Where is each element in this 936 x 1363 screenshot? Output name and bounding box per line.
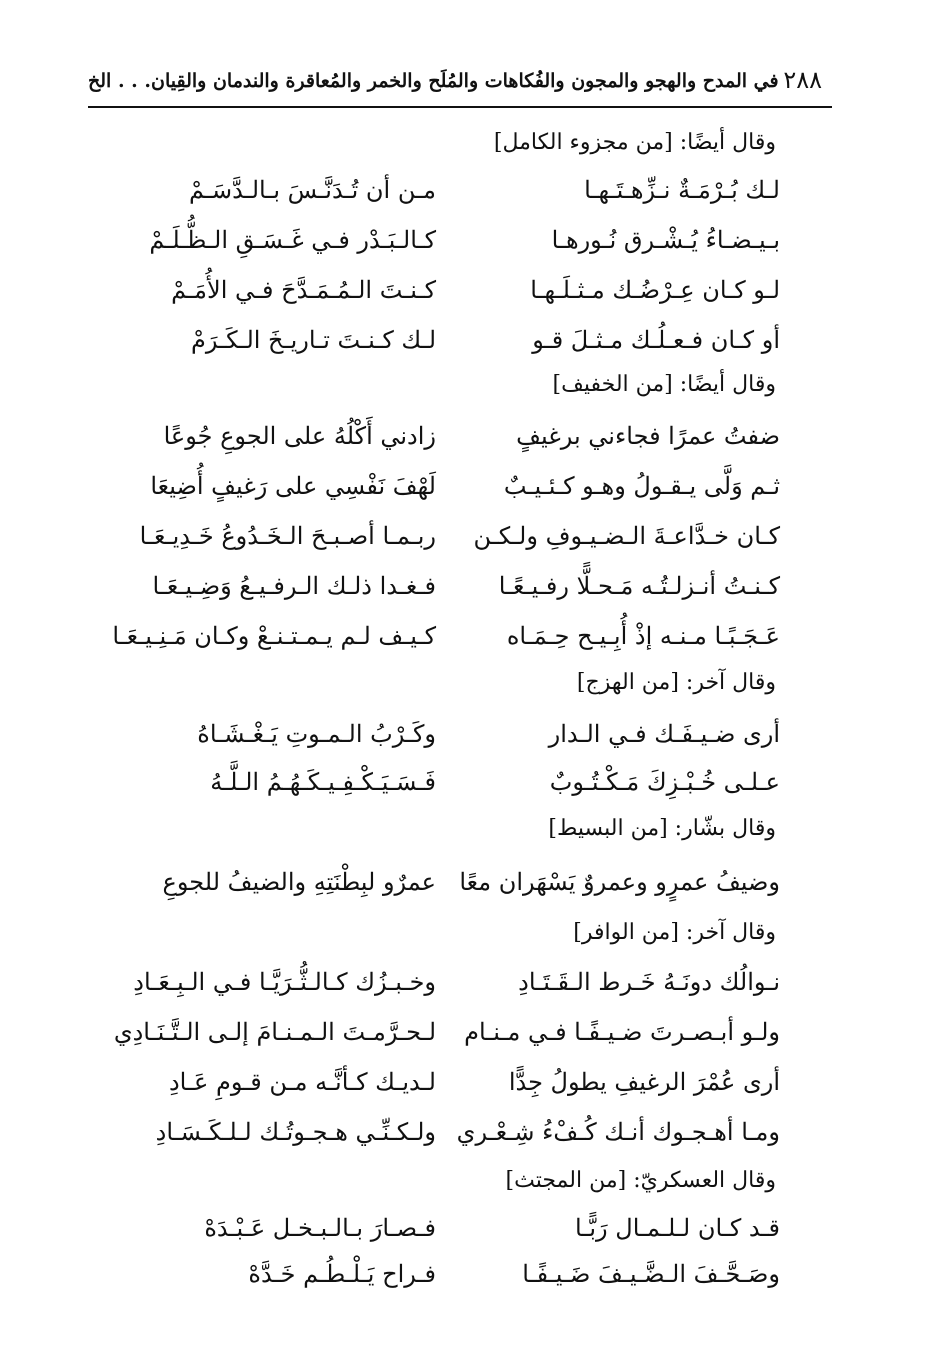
verse-second-hemistich: مـن أن تُـدَنَّـسَ بـالـدَّسَـمْ <box>188 176 436 204</box>
verse-first-hemistich: لـك بُـرْمَـةٌ نـزِّهـتَـهـا <box>584 176 780 204</box>
verse-line <box>0 522 936 562</box>
verse-second-hemistich: لـك كـنـتَ تـاريـخَ الـكَـرَمْ <box>191 326 436 354</box>
verse-first-hemistich: أرى ضـيـفَـك فـي الـدار <box>548 720 780 748</box>
page-number: ٢٨٨ <box>783 66 822 94</box>
verse-second-hemistich: وكَـرْبُ الـمـوتِ يَـغْـشَـاهُ <box>197 720 436 748</box>
verse-first-hemistich: ضفتُ عمرًا فجاءني برغيفٍ <box>516 422 780 450</box>
verse-first-hemistich: عَـجَـبًـا مـنـه إذْ أُبِـيـح حِـمَـاه <box>506 622 780 650</box>
verse-line <box>0 472 936 512</box>
verse-first-hemistich: ولـو أبـصـرتَ ضـيـفًـا فـي مـنـام <box>464 1018 780 1046</box>
section-intro: وقال بشّار: [من البسيط] <box>548 816 776 841</box>
verse-line <box>0 868 936 908</box>
verse-first-hemistich: عـلـى خُـبْـزِكَ مَـكْـتُـوبٌ <box>549 768 780 796</box>
verse-first-hemistich: كـان خـدَّاعـةَ الـضـيـوفِ ولـكـن <box>473 522 780 550</box>
verse-second-hemistich: ولـكـنِّـي هـجـوتُـك لـلـكَـسَـادِ <box>155 1118 436 1146</box>
verse-second-hemistich: لَهْفَ نَفْسِي على رَغيفٍ أُضِيعَا <box>150 472 436 500</box>
verse-line <box>0 326 936 366</box>
verse-line <box>0 968 936 1008</box>
verse-line <box>0 176 936 216</box>
verse-line <box>0 720 936 760</box>
verse-second-hemistich: فـصـارَ بـالـبـخـل عَـبْـدَهْ <box>204 1214 436 1242</box>
verse-line <box>0 422 936 462</box>
verse-first-hemistich: أرى عُمْرَ الرغيفِ يطولُ جِدًّا <box>508 1068 780 1096</box>
section-intro: وقال العسكريّ: [من المجتث] <box>505 1168 776 1193</box>
verse-line <box>0 1018 936 1058</box>
verse-line <box>0 1214 936 1254</box>
verse-first-hemistich: كـنـتُ أنـزلـتُـه مَـحـلًّا رفـيـعًـا <box>498 572 780 600</box>
verse-first-hemistich: بـيـضـاءُ يُـشْـرق نُـورهـا <box>551 226 780 254</box>
verse-second-hemistich: لـحـرَّمـتَ الـمـنـامَ إلـى الـتَّـنَـادِي <box>113 1018 436 1046</box>
verse-second-hemistich: كـيـف لـم يـمـتـنـعْ وكـان مَـنِـيـعَـا <box>112 622 436 650</box>
verse-first-hemistich: وصَـحَّـفَ الـضَّـيـفَ ضَـيـفًـا <box>522 1260 780 1288</box>
verse-line <box>0 276 936 316</box>
verse-line <box>0 1260 936 1300</box>
verse-first-hemistich: وضيفُ عمرٍو وعمروٌ يَسْهَران معًا <box>459 868 780 896</box>
verse-second-hemistich: كـنـتَ الـمُـمَـدَّحَ فـي الأُمَـمْ <box>171 276 436 304</box>
verse-line <box>0 1118 936 1158</box>
verse-second-hemistich: ربـمـا أصـبـحَ الـخَـدُوعُ خَـدِيـعَـا <box>139 522 436 550</box>
verse-line <box>0 1068 936 1108</box>
section-intro: وقال أيضًا: [من الخفيف] <box>552 372 776 397</box>
verse-first-hemistich: نـوالُك دونَـهُ خَـرط الـقَـتَـادِ <box>518 968 780 996</box>
section-intro: وقال أيضًا: [من مجزوء الكامل] <box>493 130 776 155</box>
verse-second-hemistich: فـراح يَـلْـطُـم خَـدَّهْ <box>248 1260 436 1288</box>
verse-second-hemistich: فَـسَـيَـكْـفِـيـكَـهُـمُ الـلَّـهُ <box>210 768 436 796</box>
section-intro: وقال آخر: [من الوافر] <box>573 920 776 945</box>
running-title: في المدح والهجو والمجون والفُكاهات والمُلَح والخمر والمُعاقرة والندمان والقِيان. . . الخ <box>88 70 779 92</box>
verse-second-hemistich: لـديـك كـأنَّـه مـن قـومِ عَـادِ <box>168 1068 436 1096</box>
verse-first-hemistich: أو كـان فـعـلُـك مـثـلَ قـو <box>532 326 780 354</box>
verse-second-hemistich: زادني أَكْلُهُ على الجوعِ جُوعًا <box>163 422 436 450</box>
verse-first-hemistich: لـو كـان عِـرْضُـك مـثـلَـهـا <box>530 276 780 304</box>
section-intro: وقال آخر: [من الهزج] <box>576 670 776 695</box>
verse-line <box>0 226 936 266</box>
verse-second-hemistich: وخـبـزُك كـالـثُّـرَيَّـا فـي الـبِـعَـادِ <box>133 968 436 996</box>
verse-second-hemistich: عمرٌو لبِطْنَتِهِ والضيفُ للجوعِ <box>162 868 436 896</box>
verse-first-hemistich: ثـم وَلَّى يـقـولُ وهـو كـئـيـبٌ <box>503 472 780 500</box>
verse-line <box>0 768 936 808</box>
verse-line <box>0 572 936 612</box>
verse-second-hemistich: فـغـدا ذلـك الـرفـيـعُ وَضِـيـعَـا <box>152 572 436 600</box>
verse-first-hemistich: قـد كـان لـلـمـال رَبًّـا <box>575 1214 780 1242</box>
verse-first-hemistich: ومـا أهـجـوك أنـك كُـفْءُ شِـعْـري <box>456 1118 780 1146</box>
verse-line <box>0 622 936 662</box>
verse-second-hemistich: كـالـبَـدْر فـي غَـسَـقِ الـظُّـلَـمْ <box>149 226 436 254</box>
